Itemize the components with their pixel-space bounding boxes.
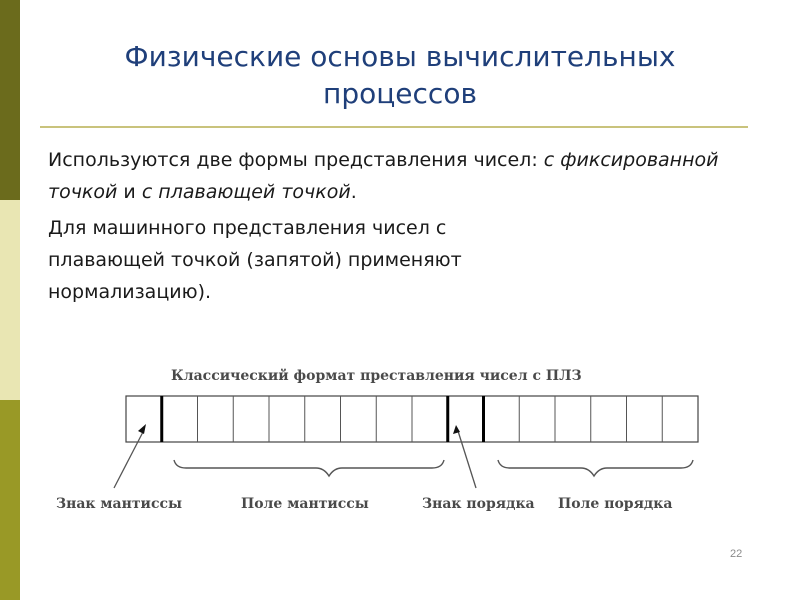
figure-title: Классический формат преставления чисел с ПЛЗ [171,368,582,384]
slide-title-line2: процессов [323,77,477,110]
sidebar-block-top [0,0,20,200]
float-format-figure [46,368,711,528]
paragraph-forms-period: . [350,181,357,203]
page-number: 22 [730,548,743,560]
paragraph-forms [48,144,768,208]
paragraph-forms-text: Используются две формы представления чисел: [48,149,544,171]
paragraph-normalization-line1: Для машинного представления чисел с [48,217,447,239]
sidebar-block-bottom [0,400,20,600]
sidebar-block-middle [0,200,20,400]
exponent-sign-label: Знак порядка [422,496,535,512]
slide-title-line1: Физические основы вычислительных [124,40,676,73]
paragraph-forms-conjunction: и [117,181,142,203]
paragraph-normalization-line2: плавающей точкой (запятой) применяют [48,249,462,271]
paragraph-normalization-line3: нормализацию). [48,281,212,303]
title-divider [40,126,748,128]
floating-point-term: с плавающей точкой [141,181,351,203]
slide-title [40,38,760,112]
exponent-field-brace [498,460,693,476]
bit-cells [126,396,698,442]
mantissa-sign-label: Знак мантиссы [56,496,183,512]
mantissa-field-label: Поле мантиссы [241,496,369,512]
paragraph-normalization [48,212,768,308]
fixed-point-term: с фиксированной точкой [48,149,719,203]
exponent-field-label: Поле порядка [558,496,673,512]
mantissa-field-brace [174,460,444,476]
